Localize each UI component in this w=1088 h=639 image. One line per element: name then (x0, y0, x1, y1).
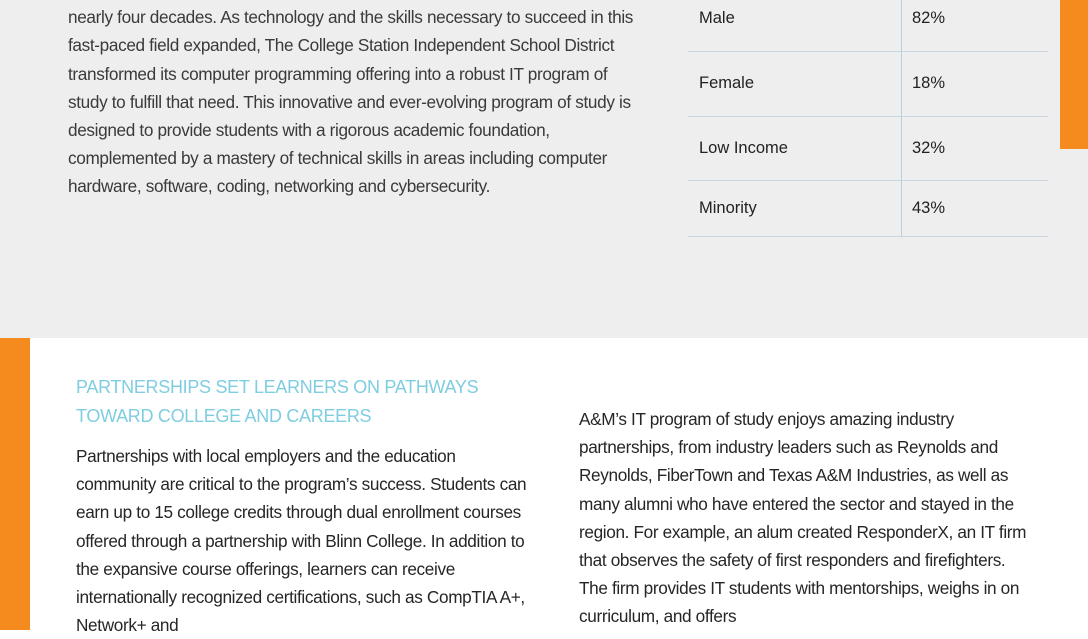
demographics-table (688, 0, 1048, 237)
table-row (688, 180, 1048, 236)
row-label: Male (688, 0, 902, 51)
section-heading: PARTNERSHIPS SET LEARNERS ON PATHWAYS TOWARD COLLEGE AND CAREERS (76, 377, 479, 426)
orange-accent-bar-left (0, 338, 30, 630)
table-row (688, 51, 1048, 116)
orange-accent-bar-right (1060, 0, 1088, 149)
table-row (688, 0, 1048, 51)
row-value: 32% (912, 138, 946, 157)
partnerships-left-column: Partnerships with local employers and the education community are critical to the program’s success. Students can earn up to 15 college credits through dual enrollment courses offered through a partnership with Blinn College. In addition to the expansive course offerings, learners can receive internationally recognized certifications, such as CompTIA A+, Network+ and (76, 446, 527, 636)
row-label: Female (688, 51, 902, 116)
row-value: 82% (912, 9, 946, 28)
row-label: Minority (688, 180, 902, 236)
row-value: 18% (912, 74, 946, 92)
row-label: Low Income (688, 116, 902, 180)
intro-paragraph: nearly four decades. As technology and the skills necessary to succeed in this fast-paced field expanded, The College Station Independent School District transformed its computer programming offering into a robust IT program of study to fulfill that need. This innovative and ever-evolving program of study is designed to provide students with a rigorous academic foundation, complemented by a mastery of technical skills in areas including computer hardware, software, coding, networking and cybersecurity. (68, 7, 634, 197)
row-value: 43% (912, 198, 946, 217)
partnerships-right-column: A&M’s IT program of study enjoys amazing industry partnerships, from industry leaders such as Reynolds and Reynolds, FiberTown and Texas A&M Industries, as well as many alumni who have entered the sector and stayed in the region. For example, an alum created ResponderX, an IT firm that observes the safety of first responders and firefighters. The firm provides IT students with mentorships, weighs in on curriculum, and offers (579, 409, 1027, 627)
table-row (688, 116, 1048, 180)
